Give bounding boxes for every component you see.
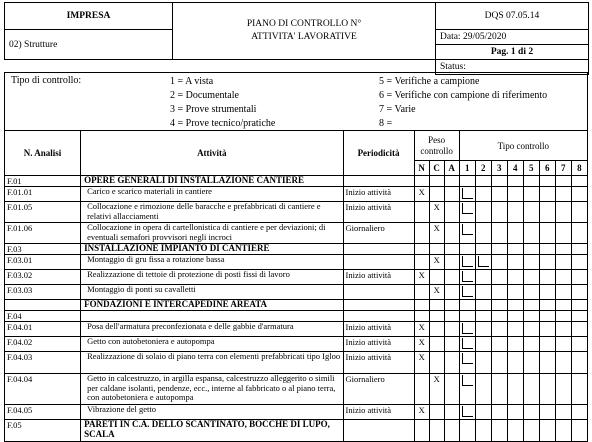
table-row <box>5 270 588 285</box>
weight-c-cell: X <box>429 223 444 244</box>
table-row <box>5 311 588 322</box>
legend-item: 4 = Prove tecnico/pratiche <box>170 118 276 129</box>
control-type-4-cell <box>507 352 523 374</box>
frequency-cell <box>343 176 414 187</box>
legend-item: 6 = Verifiche con campione di riferimento <box>379 90 548 101</box>
control-type-5-cell <box>523 285 539 300</box>
table-row <box>5 337 588 352</box>
checkbox-mark <box>462 224 473 235</box>
weight-a-cell <box>444 285 459 300</box>
column-header-activity: Attività <box>81 131 343 176</box>
control-type-3-cell <box>491 405 507 420</box>
table-row <box>5 352 588 374</box>
control-type-3-cell <box>491 322 507 337</box>
control-type-8-cell <box>571 244 587 255</box>
control-type-3-cell <box>491 255 507 270</box>
control-type-3-cell <box>491 187 507 202</box>
control-type-6-cell <box>539 311 555 322</box>
control-type-6-cell <box>539 300 555 311</box>
control-type-5-cell <box>523 337 539 352</box>
control-type-4-cell <box>507 322 523 337</box>
activity-description: Getto con autobetoniera e autopompa <box>81 337 343 352</box>
activity-description: Posa dell'armatura preconfezionata e delle gabbie d'armatura <box>81 322 343 337</box>
type-subheader: 8 <box>571 161 587 176</box>
frequency-cell <box>343 285 414 300</box>
control-type-8-cell <box>571 176 587 187</box>
weight-n-cell <box>414 311 429 322</box>
title-line-2: ATTIVITA' LAVORATIVE <box>251 32 357 42</box>
analysis-code: F.05 <box>5 420 81 442</box>
checkbox-mark <box>462 323 473 334</box>
type-subheader: 6 <box>539 161 555 176</box>
document-title <box>173 3 436 60</box>
weight-subheader: C <box>429 161 444 176</box>
company-name: IMPRESA <box>5 3 173 30</box>
checkbox-mark <box>462 271 473 282</box>
analysis-code: F.01.01 <box>5 187 81 202</box>
activity-description: Collocazione e rimozione delle baracche e prefabbricati di cantiere e relativi allacciamenti <box>81 202 343 223</box>
control-type-6-cell <box>539 352 555 374</box>
control-type-8-cell <box>571 270 587 285</box>
activity-description: Carico e scarico materiali in cantiere <box>81 187 343 202</box>
type-subheader: 5 <box>523 161 539 176</box>
table-body <box>5 176 588 442</box>
weight-a-cell <box>444 311 459 322</box>
control-type-1-cell <box>459 322 475 337</box>
control-type-1-cell <box>459 300 475 311</box>
control-type-5-cell <box>523 300 539 311</box>
control-type-3-cell <box>491 300 507 311</box>
analysis-code: F.03.03 <box>5 285 81 300</box>
activity-description: Montaggio di gru fissa a rotazione bassa <box>81 255 343 270</box>
weight-a-cell <box>444 405 459 420</box>
control-type-5-cell <box>523 352 539 374</box>
control-type-7-cell <box>555 337 571 352</box>
weight-a-cell <box>444 270 459 285</box>
control-type-5-cell <box>523 223 539 244</box>
weight-c-cell <box>429 337 444 352</box>
control-type-7-cell <box>555 405 571 420</box>
control-type-4-cell <box>507 270 523 285</box>
control-type-8-cell <box>571 374 587 405</box>
control-type-1-cell <box>459 285 475 300</box>
frequency-cell <box>343 311 414 322</box>
weight-n-cell <box>414 223 429 244</box>
control-type-6-cell <box>539 405 555 420</box>
control-type-1-cell <box>459 223 475 244</box>
checkbox-mark <box>462 203 473 214</box>
analysis-code: F.04.04 <box>5 374 81 405</box>
control-type-2-cell <box>475 311 491 322</box>
weight-a-cell <box>444 255 459 270</box>
control-type-7-cell <box>555 223 571 244</box>
column-header-control-type: Tipo controllo <box>459 131 587 161</box>
weight-c-cell <box>429 405 444 420</box>
activity-description: Getto in calcestruzzo, in argilla espansa, calcestruzzo alleggerito o simili per caldane isolanti, pendenze, ecc., interne al fabbricato o al piano terra, con autobetoniera e autopompa <box>81 374 343 405</box>
control-type-8-cell <box>571 337 587 352</box>
control-type-8-cell <box>571 352 587 374</box>
legend-item: 5 = Verifiche a campione <box>379 76 480 87</box>
activity-description: Realizzazione di tettoie di protezione di posti fissi di lavoro <box>81 270 343 285</box>
control-type-2-cell <box>475 176 491 187</box>
section-name: 02) Strutture <box>5 30 173 60</box>
analysis-code: F.04.01 <box>5 322 81 337</box>
legend-item: 2 = Documentale <box>170 90 239 101</box>
control-type-6-cell <box>539 270 555 285</box>
control-type-4-cell <box>507 255 523 270</box>
weight-c-cell <box>429 187 444 202</box>
control-type-1-cell <box>459 202 475 223</box>
weight-c-cell <box>429 352 444 374</box>
activity-description: INSTALLAZIONE IMPIANTO DI CANTIERE <box>81 244 343 255</box>
checkbox-mark <box>462 188 473 199</box>
checkbox-mark <box>462 286 473 297</box>
weight-a-cell <box>444 322 459 337</box>
control-type-4-cell <box>507 420 523 442</box>
title-line-1: PIANO DI CONTROLLO N° <box>246 19 362 29</box>
control-type-legend <box>4 72 588 130</box>
weight-c-cell <box>429 270 444 285</box>
control-type-6-cell <box>539 202 555 223</box>
control-type-8-cell <box>571 420 587 442</box>
control-type-7-cell <box>555 374 571 405</box>
control-type-5-cell <box>523 176 539 187</box>
control-type-7-cell <box>555 270 571 285</box>
frequency-cell <box>343 255 414 270</box>
control-type-3-cell <box>491 202 507 223</box>
control-type-6-cell <box>539 176 555 187</box>
weight-a-cell <box>444 202 459 223</box>
activity-description: Vibrazione del getto <box>81 405 343 420</box>
table-row <box>5 405 588 420</box>
weight-n-cell <box>414 420 429 442</box>
control-type-1-cell <box>459 255 475 270</box>
control-type-2-cell <box>475 420 491 442</box>
analysis-code: F.04.02 <box>5 337 81 352</box>
activity-description: Realizzazione di solaio di piano terra con elementi prefabbricati tipo Igloo <box>81 352 343 374</box>
weight-a-cell <box>444 187 459 202</box>
legend-item: 7 = Varie <box>379 104 416 115</box>
control-type-7-cell <box>555 420 571 442</box>
control-type-2-cell <box>475 337 491 352</box>
analysis-code <box>5 300 81 311</box>
weight-n-cell <box>414 176 429 187</box>
control-type-6-cell <box>539 420 555 442</box>
control-type-7-cell <box>555 244 571 255</box>
table-row <box>5 244 588 255</box>
weight-c-cell <box>429 300 444 311</box>
weight-c-cell: X <box>429 374 444 405</box>
control-type-2-cell <box>475 202 491 223</box>
analysis-code: F.03.02 <box>5 270 81 285</box>
control-type-1-cell <box>459 420 475 442</box>
control-type-7-cell <box>555 202 571 223</box>
weight-a-cell <box>444 176 459 187</box>
frequency-cell: Inizio attività <box>343 352 414 374</box>
checkbox-mark <box>462 406 473 417</box>
control-type-6-cell <box>539 244 555 255</box>
control-type-6-cell <box>539 255 555 270</box>
control-type-5-cell <box>523 311 539 322</box>
weight-subheader: A <box>444 161 459 176</box>
frequency-cell: Inizio attività <box>343 202 414 223</box>
weight-c-cell <box>429 311 444 322</box>
control-type-8-cell <box>571 300 587 311</box>
table-row <box>5 300 588 311</box>
table-row <box>5 285 588 300</box>
control-type-3-cell <box>491 374 507 405</box>
control-type-5-cell <box>523 202 539 223</box>
frequency-cell: Inizio attività <box>343 337 414 352</box>
analysis-code: F.01 <box>5 176 81 187</box>
analysis-code: F.04 <box>5 311 81 322</box>
activity-description: Collocazione in opera di cartellonistica di cantiere e per deviazioni; di eventuali semafori provvisori negli incroci <box>81 223 343 244</box>
control-type-2-cell <box>475 187 491 202</box>
weight-n-cell: X <box>414 337 429 352</box>
control-type-5-cell <box>523 374 539 405</box>
weight-n-cell: X <box>414 352 429 374</box>
control-type-3-cell <box>491 176 507 187</box>
document-header <box>4 2 589 75</box>
type-subheader: 7 <box>555 161 571 176</box>
weight-n-cell: X <box>414 405 429 420</box>
type-subheader: 2 <box>475 161 491 176</box>
weight-n-cell: X <box>414 270 429 285</box>
activity-description: Montaggio di ponti su cavalletti <box>81 285 343 300</box>
weight-c-cell <box>429 420 444 442</box>
control-type-6-cell <box>539 187 555 202</box>
control-type-2-cell <box>475 300 491 311</box>
activity-description: PARETI IN C.A. DELLO SCANTINATO, BOCCHE DI LUPO, SCALA <box>81 420 343 442</box>
control-type-3-cell <box>491 285 507 300</box>
control-type-1-cell <box>459 244 475 255</box>
control-type-6-cell <box>539 285 555 300</box>
control-type-4-cell <box>507 300 523 311</box>
control-type-3-cell <box>491 223 507 244</box>
control-type-7-cell <box>555 255 571 270</box>
weight-a-cell <box>444 223 459 244</box>
control-type-1-cell <box>459 405 475 420</box>
checkbox-mark <box>462 375 473 386</box>
checkbox-mark <box>478 256 489 267</box>
control-type-3-cell <box>491 420 507 442</box>
control-type-7-cell <box>555 176 571 187</box>
weight-c-cell <box>429 322 444 337</box>
type-subheader: 4 <box>507 161 523 176</box>
control-type-8-cell <box>571 322 587 337</box>
analysis-code: F.01.05 <box>5 202 81 223</box>
control-type-5-cell <box>523 405 539 420</box>
control-type-7-cell <box>555 187 571 202</box>
legend-label: Tipo di controllo: <box>11 75 82 86</box>
control-type-1-cell <box>459 187 475 202</box>
weight-n-cell <box>414 374 429 405</box>
activity-description: OPERE GENERALI DI INSTALLAZIONE CANTIERE <box>81 176 343 187</box>
control-type-3-cell <box>491 270 507 285</box>
control-type-1-cell <box>459 176 475 187</box>
weight-a-cell <box>444 420 459 442</box>
type-subheader: 3 <box>491 161 507 176</box>
checkbox-mark <box>462 338 473 349</box>
control-type-8-cell <box>571 202 587 223</box>
control-type-5-cell <box>523 255 539 270</box>
weight-n-cell <box>414 300 429 311</box>
table-row <box>5 223 588 244</box>
legend-item: 8 = <box>379 118 393 129</box>
control-type-2-cell <box>475 244 491 255</box>
weight-c-cell <box>429 176 444 187</box>
control-type-2-cell <box>475 405 491 420</box>
weight-a-cell <box>444 352 459 374</box>
control-type-3-cell <box>491 244 507 255</box>
weight-n-cell <box>414 202 429 223</box>
control-type-2-cell <box>475 352 491 374</box>
table-row <box>5 322 588 337</box>
analysis-code: F.04.03 <box>5 352 81 374</box>
control-type-8-cell <box>571 311 587 322</box>
analysis-code: F.01.06 <box>5 223 81 244</box>
weight-c-cell: X <box>429 285 444 300</box>
weight-n-cell <box>414 244 429 255</box>
control-type-4-cell <box>507 405 523 420</box>
analysis-code: F.03 <box>5 244 81 255</box>
control-type-8-cell <box>571 405 587 420</box>
control-type-5-cell <box>523 187 539 202</box>
checkbox-mark <box>462 353 473 364</box>
control-type-4-cell <box>507 176 523 187</box>
control-type-1-cell <box>459 374 475 405</box>
type-subheader: 1 <box>459 161 475 176</box>
control-type-7-cell <box>555 352 571 374</box>
weight-c-cell: X <box>429 202 444 223</box>
control-type-1-cell <box>459 352 475 374</box>
activity-description: FONDAZIONI E INTERCAPEDINE AREATA <box>81 300 343 311</box>
control-type-3-cell <box>491 352 507 374</box>
control-type-8-cell <box>571 255 587 270</box>
control-type-2-cell <box>475 223 491 244</box>
frequency-cell <box>343 300 414 311</box>
weight-n-cell <box>414 285 429 300</box>
control-type-6-cell <box>539 223 555 244</box>
weight-n-cell: X <box>414 322 429 337</box>
page-number: Pag. 1 di 2 <box>436 45 589 60</box>
control-type-6-cell <box>539 337 555 352</box>
frequency-cell: Giornaliero <box>343 374 414 405</box>
document-date: Data: 29/05/2020 <box>436 30 589 45</box>
control-type-5-cell <box>523 270 539 285</box>
control-type-1-cell <box>459 270 475 285</box>
frequency-cell: Inizio attività <box>343 322 414 337</box>
document-code: DQS 07.05.14 <box>436 3 589 30</box>
column-header-frequency: Periodicità <box>343 131 414 176</box>
control-type-4-cell <box>507 223 523 244</box>
frequency-cell <box>343 244 414 255</box>
legend-item: 1 = A vista <box>170 76 214 87</box>
table-row <box>5 255 588 270</box>
weight-c-cell <box>429 244 444 255</box>
control-type-2-cell <box>475 255 491 270</box>
weight-c-cell: X <box>429 255 444 270</box>
checkbox-mark <box>462 256 473 267</box>
control-type-3-cell <box>491 337 507 352</box>
control-type-5-cell <box>523 322 539 337</box>
column-header-analysis: N. Analisi <box>5 131 81 176</box>
table-row <box>5 176 588 187</box>
table-row <box>5 374 588 405</box>
control-type-1-cell <box>459 311 475 322</box>
control-type-8-cell <box>571 285 587 300</box>
control-type-5-cell <box>523 244 539 255</box>
control-type-4-cell <box>507 244 523 255</box>
frequency-cell <box>343 420 414 442</box>
weight-a-cell <box>444 300 459 311</box>
activity-description <box>81 311 343 322</box>
control-type-7-cell <box>555 311 571 322</box>
control-type-7-cell <box>555 322 571 337</box>
control-type-7-cell <box>555 300 571 311</box>
control-type-3-cell <box>491 311 507 322</box>
document-status: Status: <box>436 60 589 75</box>
table-row <box>5 202 588 223</box>
control-type-4-cell <box>507 374 523 405</box>
control-type-8-cell <box>571 187 587 202</box>
control-type-8-cell <box>571 223 587 244</box>
weight-a-cell <box>444 337 459 352</box>
weight-a-cell <box>444 374 459 405</box>
control-type-2-cell <box>475 285 491 300</box>
table-row <box>5 420 588 442</box>
column-header-weight: Peso controllo <box>414 131 459 161</box>
control-type-1-cell <box>459 337 475 352</box>
control-type-2-cell <box>475 374 491 405</box>
frequency-cell: Inizio attività <box>343 270 414 285</box>
weight-subheader: N <box>414 161 429 176</box>
control-type-4-cell <box>507 187 523 202</box>
weight-n-cell <box>414 255 429 270</box>
frequency-cell: Inizio attività <box>343 405 414 420</box>
legend-item: 3 = Prove strumentali <box>170 104 257 115</box>
control-type-4-cell <box>507 311 523 322</box>
control-plan-table <box>4 130 588 442</box>
frequency-cell: Giornaliero <box>343 223 414 244</box>
analysis-code: F.03.01 <box>5 255 81 270</box>
legend-column-1 <box>170 75 275 131</box>
control-type-2-cell <box>475 322 491 337</box>
control-type-4-cell <box>507 337 523 352</box>
control-type-4-cell <box>507 285 523 300</box>
legend-column-2 <box>379 75 547 131</box>
control-type-6-cell <box>539 374 555 405</box>
control-type-6-cell <box>539 322 555 337</box>
weight-a-cell <box>444 244 459 255</box>
control-type-2-cell <box>475 270 491 285</box>
table-row <box>5 187 588 202</box>
frequency-cell: Inizio attività <box>343 187 414 202</box>
control-type-5-cell <box>523 420 539 442</box>
analysis-code: F.04.05 <box>5 405 81 420</box>
weight-n-cell: X <box>414 187 429 202</box>
control-type-7-cell <box>555 285 571 300</box>
control-type-4-cell <box>507 202 523 223</box>
